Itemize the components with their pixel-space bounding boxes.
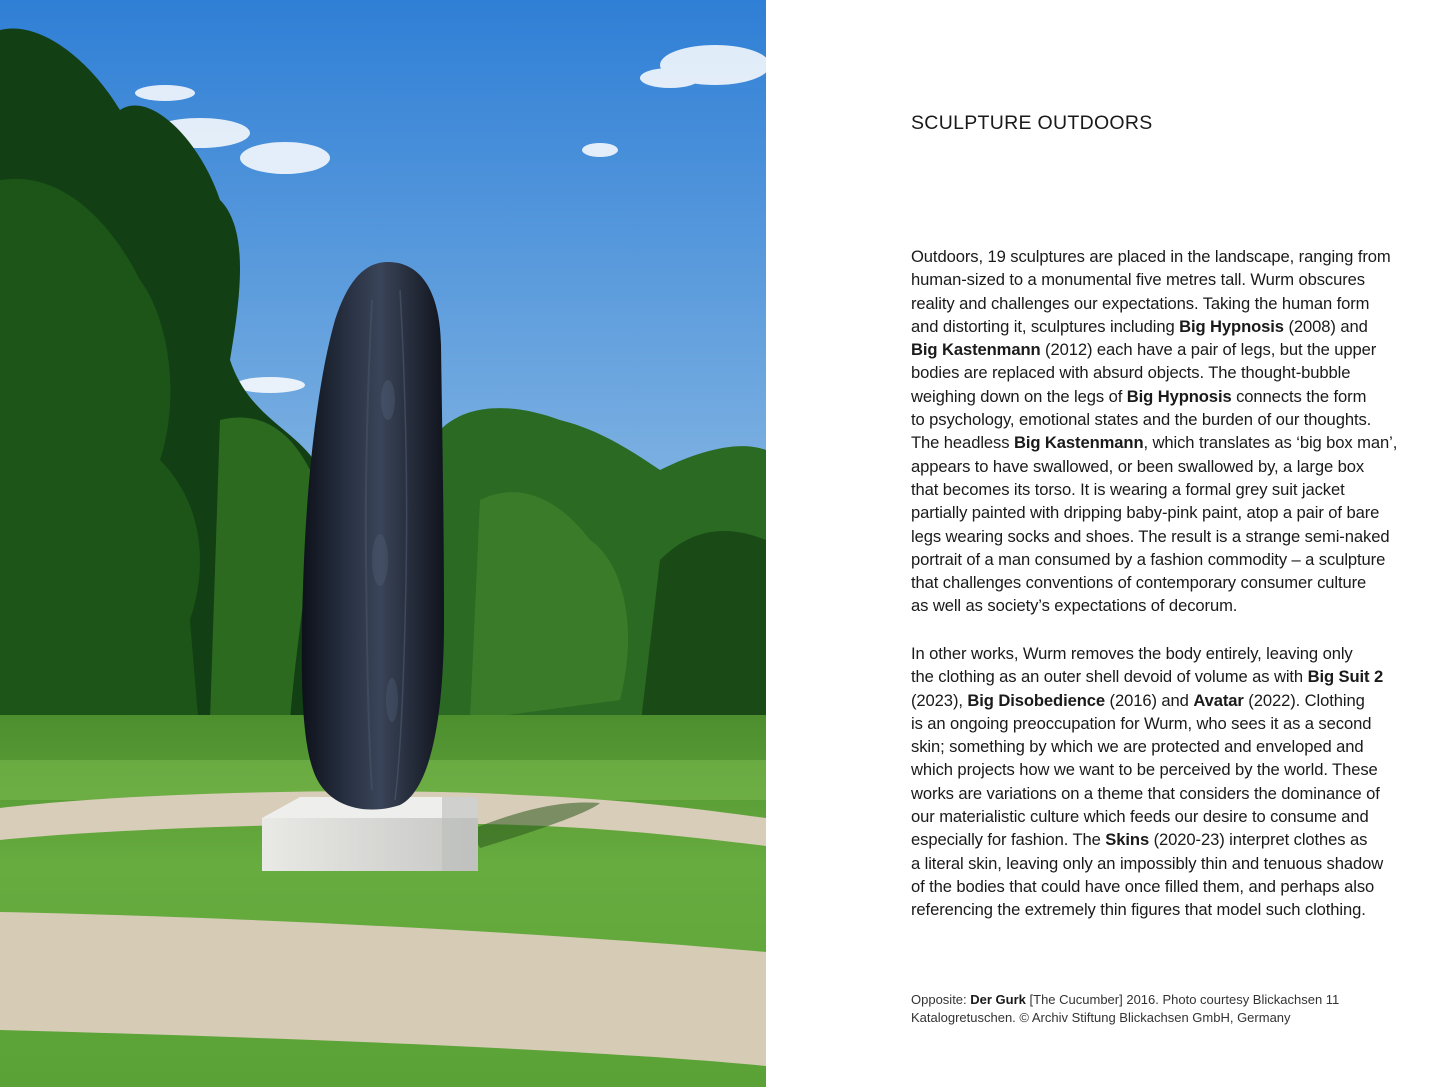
p2-line-3-text-c: (2016) and <box>1105 690 1194 710</box>
p2-line-11: of the bodies that could have once filled them, and perhaps also <box>911 876 1375 896</box>
p1-line-4-text-a: and distorting it, sculptures including <box>911 316 1180 336</box>
p1-line-6: bodies are replaced with absurd objects. The thought-bubble <box>911 363 1351 383</box>
work-title-big-disobedience: Big Disobedience <box>967 690 1106 710</box>
p2-line-3-text-a: (2023), <box>911 690 968 710</box>
work-title-avatar: Avatar <box>1193 690 1244 710</box>
work-title-big-hypnosis: Big Hypnosis <box>1126 386 1232 406</box>
p2-line-9 <box>911 828 1423 851</box>
p1-line-3: reality and challenges our expectations. Taking the human form <box>911 293 1370 313</box>
work-title-big-kastenmann: Big Kastenmann <box>911 340 1041 360</box>
p1-line-15: that challenges conventions of contemporary consumer culture <box>911 573 1367 593</box>
p2-line-8: our materialistic culture which feeds our desire to consume and <box>911 807 1369 827</box>
work-title-big-kastenmann: Big Kastenmann <box>1013 433 1144 453</box>
p1-line-7-text-a: weighing down on the legs of <box>911 386 1127 406</box>
work-title-big-hypnosis: Big Hypnosis <box>1179 316 1284 336</box>
work-title-big-suit-2: Big Suit 2 <box>1307 667 1384 687</box>
p2-line-6: which projects how we want to be perceived by the world. These <box>911 760 1378 780</box>
p2-line-4: is an ongoing preoccupation for Wurm, who sees it as a second <box>911 713 1372 733</box>
section-heading: SCULPTURE OUTDOORS <box>911 112 1153 134</box>
p2-line-12: referencing the extremely thin figures that model such clothing. <box>911 900 1366 920</box>
p1-line-14: portrait of a man consumed by a fashion commodity – a sculpture <box>911 549 1386 569</box>
p1-line-12: partially painted with dripping baby-pink paint, atop a pair of bare <box>911 503 1380 523</box>
p2-line-5: skin; something by which we are protected and enveloped and <box>911 737 1364 757</box>
p1-line-4 <box>911 315 1423 338</box>
photo-caption <box>911 991 1411 1027</box>
p2-line-2 <box>911 665 1423 688</box>
p1-line-16: as well as society’s expectations of decorum. <box>911 596 1238 616</box>
p2-line-2-text-a: the clothing as an outer shell devoid of volume as with <box>911 667 1308 687</box>
p1-line-9-text-a: The headless <box>911 433 1014 453</box>
p1-line-1: Outdoors, 19 sculptures are placed in the landscape, ranging from <box>911 247 1391 266</box>
paragraph-1 <box>911 245 1423 618</box>
p1-line-13: legs wearing socks and shoes. The result is a strange semi-naked <box>911 526 1390 546</box>
p2-line-3 <box>911 689 1423 712</box>
caption-line-1-rest: [The Cucumber] 2016. Photo courtesy Blickachsen 11 <box>1025 992 1340 1007</box>
work-title-skins: Skins <box>1105 830 1150 850</box>
p2-line-9-text-c: (2020-23) interpret clothes as <box>1149 830 1368 850</box>
p1-line-9 <box>911 431 1423 454</box>
p1-line-9-text-c: , which translates as ‘big box man’, <box>1143 433 1398 453</box>
p2-line-9-text-a: especially for fashion. The <box>911 830 1106 850</box>
caption-prefix: Opposite: <box>911 992 971 1007</box>
p1-line-2: human-sized to a monumental five metres tall. Wurm obscures <box>911 270 1365 290</box>
p2-line-1: In other works, Wurm removes the body entirely, leaving only <box>911 644 1353 663</box>
p1-line-7-text-c: connects the form <box>1231 386 1367 406</box>
p1-line-11: that becomes its torso. It is wearing a formal grey suit jacket <box>911 479 1345 499</box>
p1-line-4-text-c: (2008) and <box>1283 316 1368 336</box>
p1-line-5 <box>911 338 1423 361</box>
caption-work-title: Der Gurk <box>970 992 1026 1007</box>
p1-line-8: to psychology, emotional states and the burden of our thoughts. <box>911 410 1372 430</box>
text-column <box>911 0 1421 1087</box>
p1-line-7 <box>911 385 1423 408</box>
paragraph-2 <box>911 642 1423 922</box>
p2-line-3-text-e: (2022). Clothing <box>1243 690 1365 710</box>
caption-line-2: Katalogretuschen. © Archiv Stiftung Blickachsen GmbH, Germany <box>911 1010 1291 1025</box>
p1-line-5-text-b: (2012) each have a pair of legs, but the upper <box>1040 340 1377 360</box>
p1-line-10: appears to have swallowed, or been swallowed by, a large box <box>911 456 1365 476</box>
p2-line-7: works are variations on a theme that considers the dominance of <box>911 783 1380 803</box>
p2-line-10: a literal skin, leaving only an impossibly thin and tenuous shadow <box>911 853 1384 873</box>
caption-line-1 <box>911 991 1411 1009</box>
